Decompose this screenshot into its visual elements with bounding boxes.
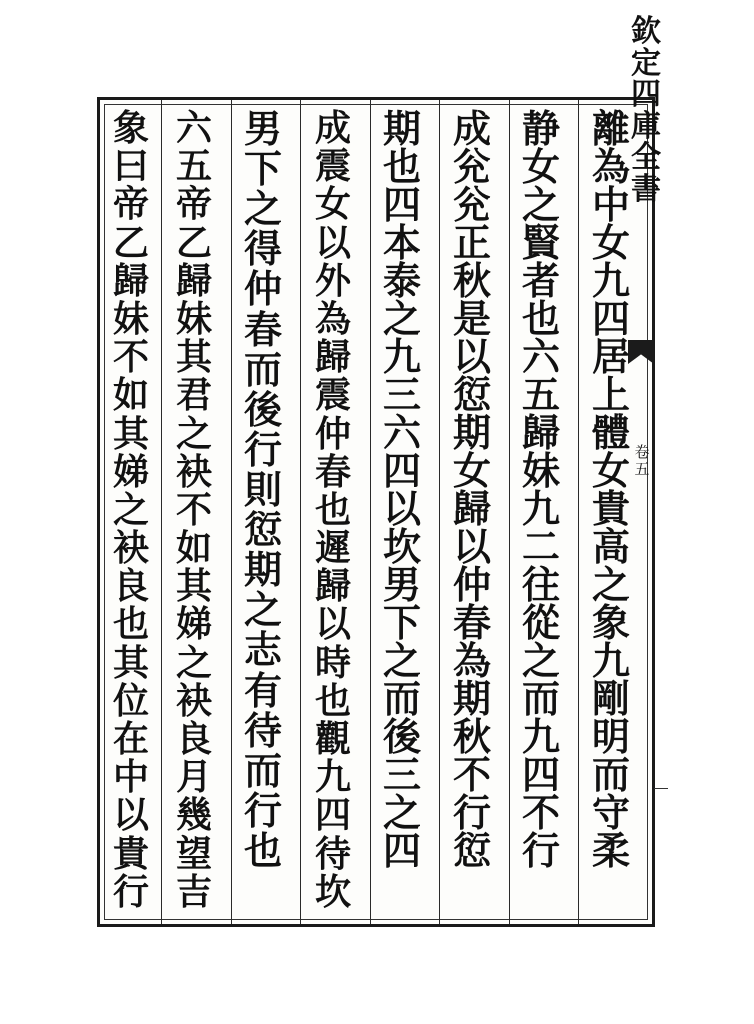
glyph: 良	[112, 565, 149, 608]
glyph: 之	[382, 790, 421, 835]
glyph: 中	[112, 756, 149, 799]
glyph: 也	[382, 144, 421, 189]
glyph: 不	[452, 752, 491, 797]
glyph: 吉	[175, 870, 212, 913]
glyph: 歸	[112, 259, 149, 302]
glyph: 也	[243, 827, 282, 873]
glyph: 後	[382, 714, 421, 759]
glyph: 曰	[112, 145, 149, 188]
glyph: 上	[591, 372, 630, 417]
glyph: 行	[521, 828, 560, 873]
glyph: 往	[521, 562, 560, 607]
glyph: 者	[521, 258, 560, 303]
glyph: 四	[314, 794, 351, 837]
glyph: 期	[243, 547, 282, 593]
juan-number: 卷五	[634, 443, 650, 478]
glyph: 柔	[591, 828, 630, 873]
column-rule	[370, 100, 371, 924]
glyph: 春	[452, 600, 491, 645]
column-rule	[161, 100, 162, 924]
glyph: 行	[452, 790, 491, 835]
glyph: 幾	[175, 794, 212, 837]
glyph: 而	[243, 346, 282, 392]
glyph: 愆	[452, 828, 491, 873]
text-column	[233, 106, 293, 873]
glyph: 乙	[112, 221, 149, 264]
glyph: 如	[112, 374, 149, 417]
glyph: 女	[591, 448, 630, 493]
glyph: 仲	[243, 266, 282, 312]
glyph: 以	[452, 524, 491, 569]
glyph: 為	[452, 638, 491, 683]
glyph: 位	[112, 679, 149, 722]
glyph: 六	[175, 107, 212, 149]
glyph: 時	[314, 641, 351, 684]
text-column	[511, 106, 571, 873]
glyph: 而	[243, 747, 282, 793]
glyph: 男	[243, 106, 282, 151]
glyph: 明	[591, 714, 630, 759]
glyph: 象	[591, 600, 630, 645]
glyph: 觀	[314, 718, 351, 760]
glyph: 六	[521, 334, 560, 379]
glyph: 體	[591, 410, 630, 455]
glyph: 男	[382, 562, 421, 607]
glyph: 袂	[112, 527, 149, 570]
glyph: 兊	[452, 182, 491, 227]
glyph: 之	[521, 182, 560, 227]
glyph: 望	[175, 832, 212, 875]
glyph: 九	[382, 334, 421, 379]
glyph: 泰	[382, 258, 421, 303]
glyph: 在	[112, 718, 149, 760]
glyph: 女	[452, 448, 491, 493]
glyph: 良	[175, 718, 212, 760]
glyph: 其	[112, 641, 149, 684]
glyph: 以	[382, 486, 421, 531]
glyph: 妹	[521, 448, 560, 493]
text-column	[303, 107, 363, 913]
glyph: 震	[314, 374, 351, 417]
text-column	[372, 106, 432, 873]
glyph: 三	[382, 752, 421, 797]
glyph: 不	[175, 488, 212, 531]
glyph: 帝	[175, 183, 212, 226]
glyph: 正	[452, 220, 491, 265]
glyph: 從	[521, 600, 560, 645]
glyph: 以	[452, 334, 491, 379]
glyph: 歸	[314, 565, 351, 608]
glyph: 而	[382, 676, 421, 721]
glyph: 歸	[175, 259, 212, 302]
glyph: 行	[243, 426, 282, 472]
glyph: 之	[243, 587, 282, 633]
glyph: 成	[314, 107, 351, 149]
glyph: 其	[112, 412, 149, 455]
column-rule	[300, 100, 301, 924]
glyph: 以	[314, 221, 351, 264]
glyph: 得	[243, 226, 282, 272]
glyph: 而	[521, 676, 560, 721]
glyph: 袂	[175, 450, 212, 493]
glyph: 月	[175, 756, 212, 799]
glyph: 四	[521, 752, 560, 797]
glyph: 三	[382, 372, 421, 417]
glyph: 之	[112, 488, 149, 531]
glyph: 賢	[521, 220, 560, 265]
glyph: 以	[314, 603, 351, 646]
glyph: 也	[314, 679, 351, 722]
glyph: 四	[382, 448, 421, 493]
glyph: 九	[521, 486, 560, 531]
glyph: 之	[521, 638, 560, 683]
glyph: 不	[521, 790, 560, 835]
glyph: 六	[382, 410, 421, 455]
glyph: 四	[382, 182, 421, 227]
glyph: 之	[382, 638, 421, 683]
glyph: 守	[591, 790, 630, 835]
glyph: 居	[591, 334, 630, 379]
glyph: 而	[591, 752, 630, 797]
glyph: 静	[521, 106, 560, 151]
glyph: 也	[112, 603, 149, 646]
glyph: 為	[591, 144, 630, 189]
glyph: 九	[591, 638, 630, 683]
glyph: 歸	[521, 410, 560, 455]
glyph: 娣	[112, 450, 149, 493]
glyph: 之	[382, 296, 421, 341]
column-rule	[439, 100, 440, 924]
glyph: 乙	[175, 221, 212, 264]
margin-tick-mark	[654, 788, 668, 789]
glyph: 之	[243, 186, 282, 232]
glyph: 娣	[175, 603, 212, 646]
glyph: 本	[382, 220, 421, 265]
column-rule	[578, 100, 579, 924]
glyph: 其	[175, 336, 212, 379]
glyph: 女	[314, 183, 351, 226]
glyph: 剛	[591, 676, 630, 721]
glyph: 下	[382, 600, 421, 645]
glyph: 君	[175, 374, 212, 417]
glyph: 春	[243, 306, 282, 352]
text-column	[442, 106, 502, 873]
glyph: 秋	[452, 714, 491, 759]
glyph: 外	[314, 259, 351, 302]
glyph: 歸	[314, 336, 351, 379]
glyph: 仲	[314, 412, 351, 455]
glyph: 妹	[112, 297, 149, 340]
glyph: 四	[382, 828, 421, 873]
glyph: 貴	[112, 832, 149, 875]
glyph: 五	[175, 145, 212, 188]
glyph: 也	[521, 296, 560, 341]
glyph: 不	[112, 336, 149, 379]
glyph: 愆	[452, 372, 491, 417]
glyph: 也	[314, 488, 351, 531]
glyph: 如	[175, 527, 212, 570]
glyph: 後	[243, 386, 282, 432]
glyph: 為	[314, 297, 351, 340]
column-rule	[509, 100, 510, 924]
glyph: 象	[112, 107, 149, 149]
glyph: 之	[591, 562, 630, 607]
glyph: 離	[591, 106, 630, 151]
glyph: 志	[243, 627, 282, 673]
glyph: 待	[314, 832, 351, 875]
glyph: 遲	[314, 527, 351, 570]
glyph: 是	[452, 296, 491, 341]
text-column	[164, 107, 224, 913]
glyph: 九	[591, 258, 630, 303]
glyph: 之	[175, 641, 212, 684]
glyph: 以	[112, 794, 149, 837]
glyph: 九	[314, 756, 351, 799]
text-column	[101, 107, 161, 913]
glyph: 其	[175, 565, 212, 608]
glyph: 五	[521, 372, 560, 417]
glyph: 秋	[452, 258, 491, 303]
glyph: 期	[452, 410, 491, 455]
glyph: 行	[243, 787, 282, 833]
glyph: 則	[243, 466, 282, 512]
glyph: 帝	[112, 183, 149, 226]
glyph: 二	[521, 524, 560, 569]
glyph: 女	[521, 144, 560, 189]
glyph: 仲	[452, 562, 491, 607]
column-rule	[231, 100, 232, 924]
glyph: 兊	[452, 144, 491, 189]
glyph: 期	[452, 676, 491, 721]
glyph: 坎	[382, 524, 421, 569]
text-column	[581, 106, 641, 873]
glyph: 女	[591, 220, 630, 265]
glyph: 行	[112, 870, 149, 913]
glyph: 九	[521, 714, 560, 759]
glyph: 貴	[591, 486, 630, 531]
glyph: 待	[243, 707, 282, 753]
glyph: 之	[175, 412, 212, 455]
glyph: 春	[314, 450, 351, 493]
glyph: 高	[591, 524, 630, 569]
glyph: 歸	[452, 486, 491, 531]
margin-title: 欽 定 四 庫 全 書	[631, 14, 661, 207]
glyph: 袂	[175, 679, 212, 722]
glyph: 期	[382, 106, 421, 151]
glyph: 愆	[243, 507, 282, 553]
glyph: 有	[243, 667, 282, 713]
glyph: 中	[591, 182, 630, 227]
glyph: 震	[314, 145, 351, 188]
glyph: 四	[591, 296, 630, 341]
glyph: 坎	[314, 870, 351, 913]
glyph: 妹	[175, 297, 212, 340]
glyph: 成	[452, 106, 491, 151]
glyph: 下	[243, 146, 282, 192]
